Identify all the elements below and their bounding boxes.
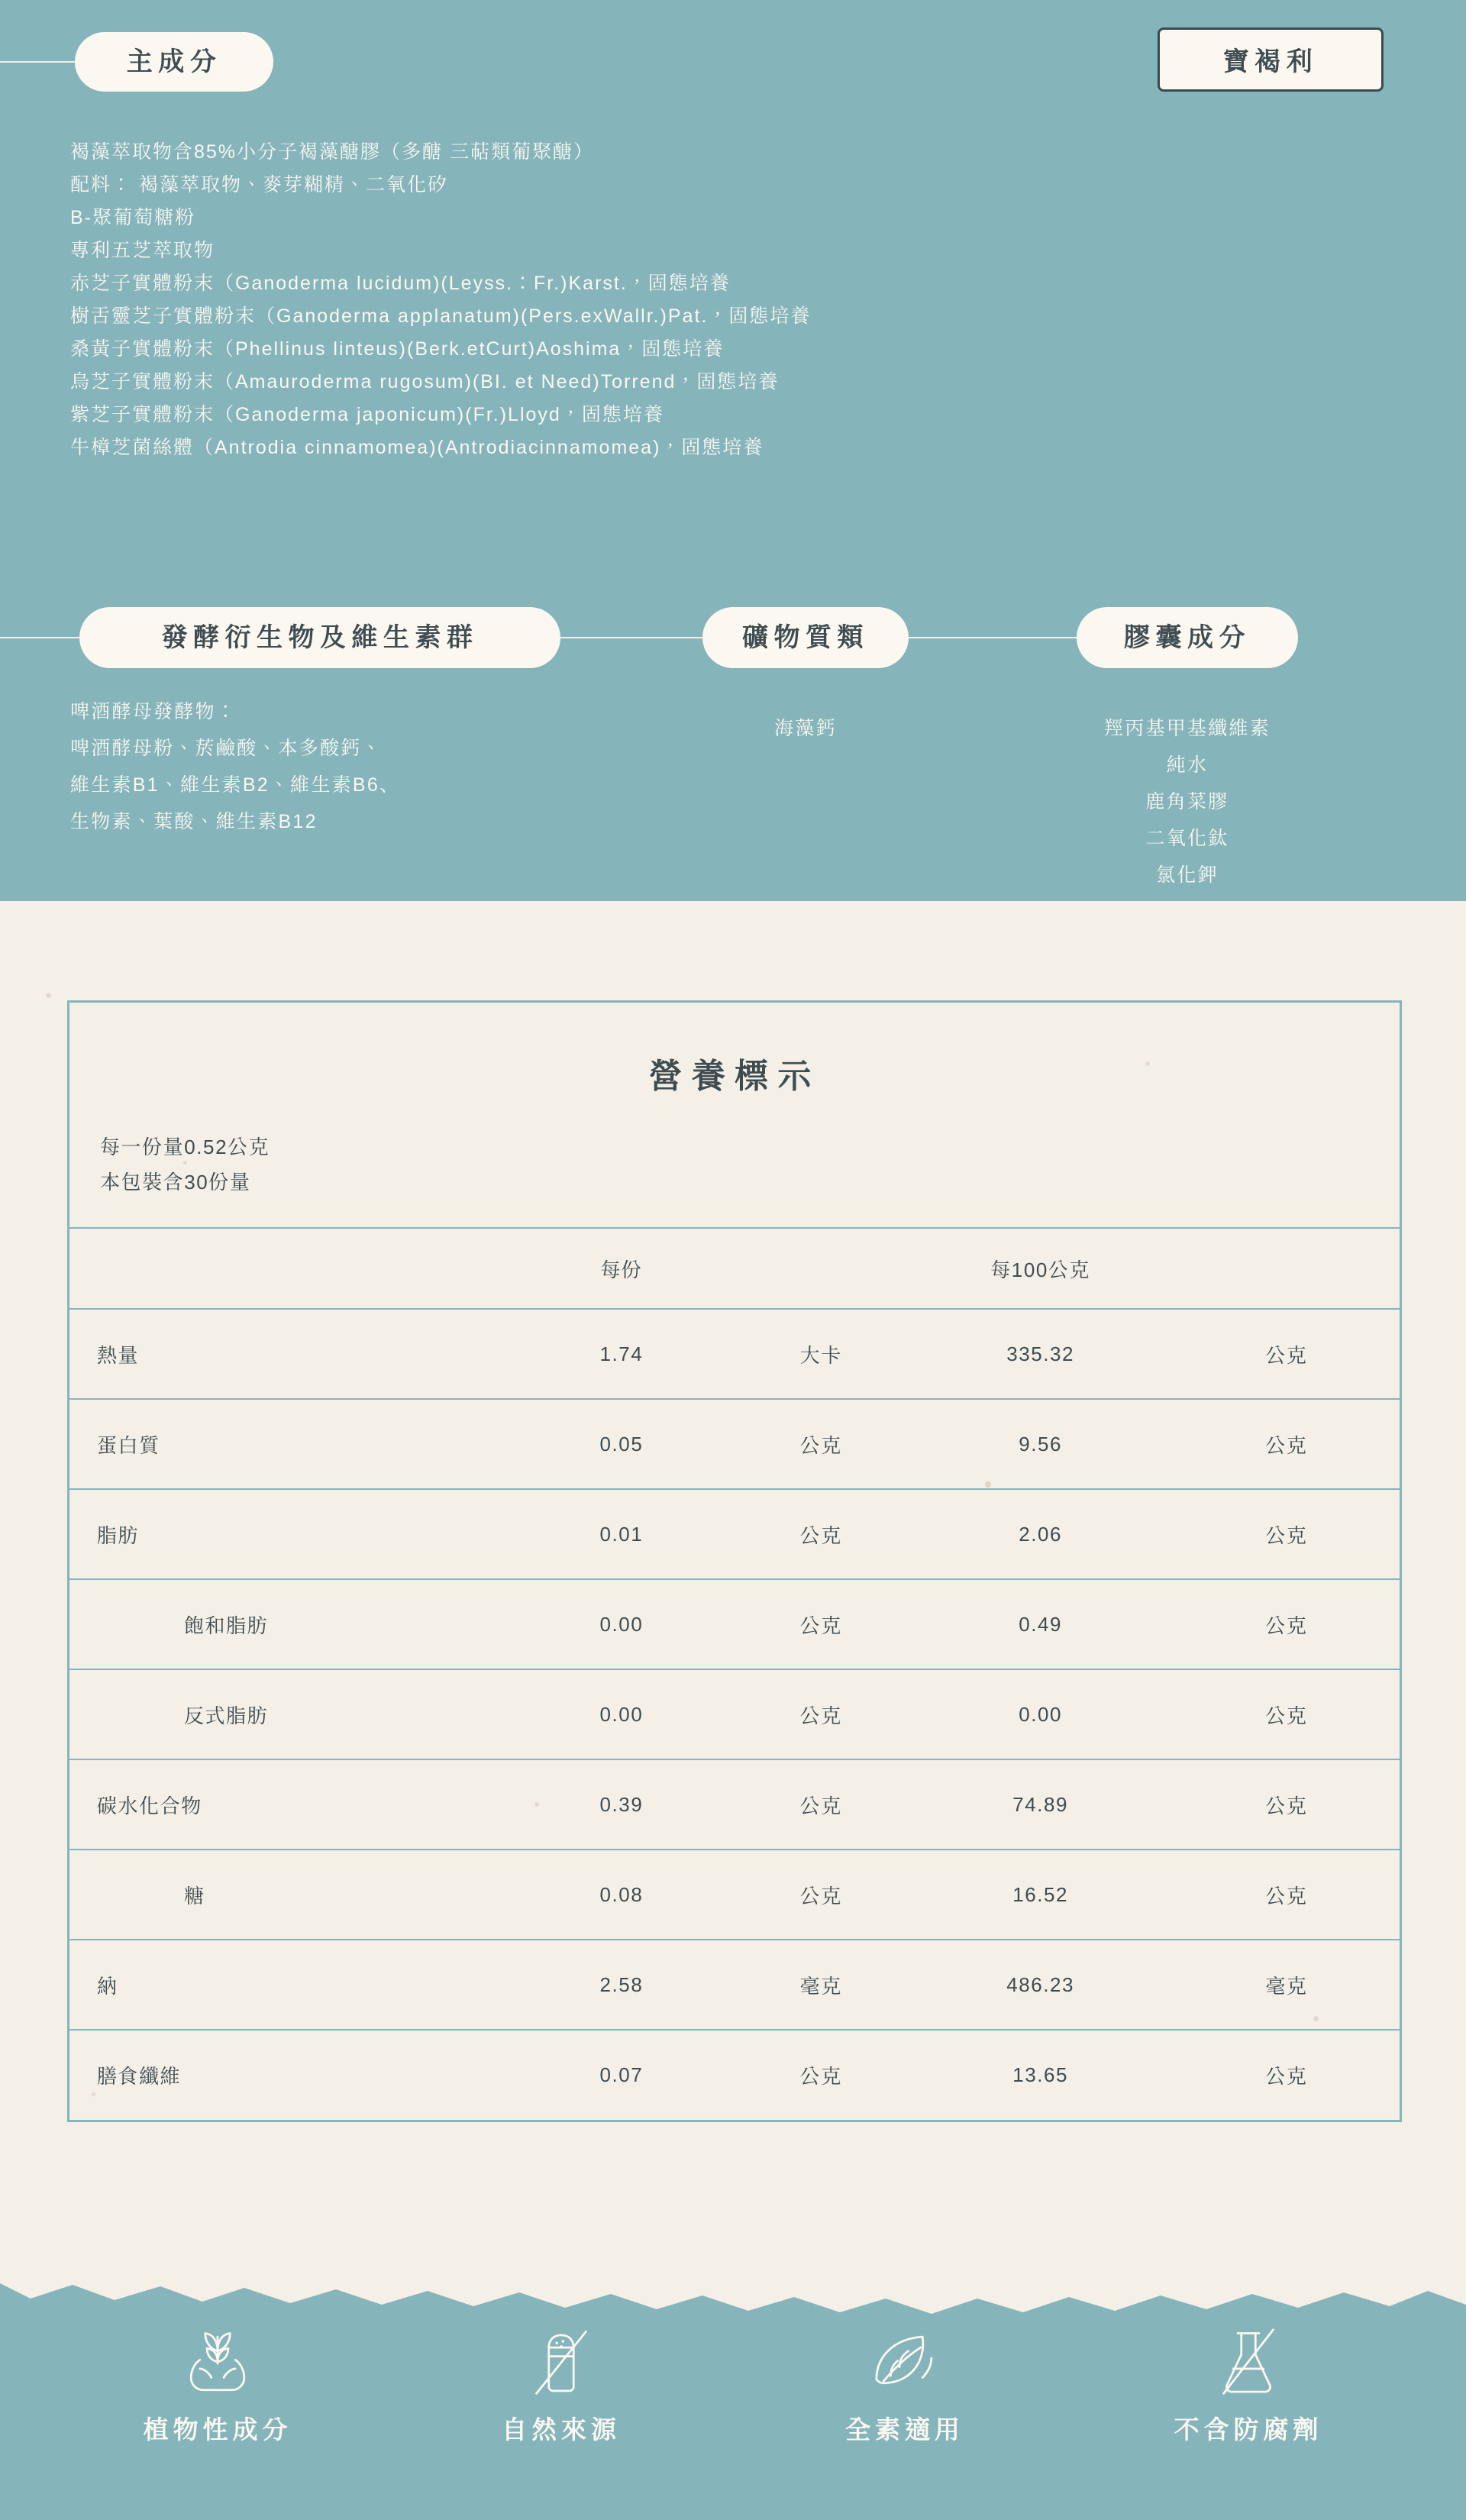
pill-connector-line — [0, 637, 81, 638]
row-unit-serving: 大卡 — [735, 1309, 907, 1399]
row-value-serving: 0.39 — [509, 1759, 735, 1850]
ingredient-list — [70, 136, 1368, 464]
row-value-100g: 486.23 — [907, 1940, 1173, 2030]
row-unit-100g: 公克 — [1174, 1399, 1400, 1489]
header-per-100g: 每100公克 — [907, 1228, 1173, 1309]
capsule-line: 二氧化鈦 — [1145, 828, 1229, 849]
row-value-serving: 2.58 — [509, 1940, 735, 2030]
mineral-line: 海藻鈣 — [774, 718, 837, 739]
ingredient-line: 專利五芝萃取物 — [70, 240, 215, 261]
salt-shaker-no-icon — [424, 2314, 699, 2402]
header-per-100g-unit — [1174, 1228, 1400, 1309]
row-value-100g: 13.65 — [907, 2030, 1173, 2120]
main-ingredient-pill: 主成分 — [75, 32, 273, 92]
capsule-line: 羥丙基甲基纖維素 — [1103, 718, 1271, 739]
row-unit-serving: 公克 — [735, 1759, 907, 1850]
row-value-100g: 335.32 — [907, 1309, 1173, 1399]
feature-label: 不含防腐劑 — [1174, 2415, 1323, 2444]
table-header-row — [69, 1228, 1400, 1309]
row-unit-serving: 公克 — [735, 1399, 907, 1489]
nutrition-facts-card — [67, 1000, 1402, 2122]
row-value-100g: 2.06 — [907, 1489, 1173, 1579]
row-unit-serving: 公克 — [735, 1489, 907, 1579]
row-value-serving: 1.74 — [509, 1309, 735, 1399]
feature-label: 植物性成分 — [143, 2415, 292, 2444]
capsule-pill: 膠囊成分 — [1077, 607, 1298, 668]
table-row — [69, 1579, 1400, 1669]
table-row — [69, 1399, 1400, 1489]
ferment-line: 啤酒酵母粉、菸鹼酸、本多酸鈣、 — [70, 738, 383, 759]
capsule-line: 純水 — [1166, 754, 1209, 776]
row-value-100g: 0.00 — [907, 1669, 1173, 1759]
feature-icons-row — [0, 2314, 1466, 2446]
row-unit-serving: 毫克 — [735, 1940, 907, 2030]
ingredient-line: 褐藻萃取物含85%小分子褐藻醣膠（多醣 三萜類葡聚醣） — [70, 141, 594, 163]
row-value-serving: 0.01 — [509, 1489, 735, 1579]
pill-connector-line — [909, 637, 1078, 638]
plant-in-hands-icon — [80, 2314, 355, 2402]
feature-item — [424, 2314, 699, 2446]
row-value-serving: 0.00 — [509, 1669, 735, 1759]
serving-size: 每一份量0.52公克 — [100, 1136, 270, 1158]
table-row — [69, 1759, 1400, 1850]
row-name: 脂肪 — [69, 1489, 509, 1579]
row-unit-100g: 公克 — [1174, 1309, 1400, 1399]
row-name: 反式脂肪 — [69, 1669, 509, 1759]
flask-no-icon — [1111, 2314, 1386, 2402]
capsule-ingredient-list — [1046, 710, 1329, 893]
row-value-100g: 9.56 — [907, 1399, 1173, 1489]
row-name: 碳水化合物 — [69, 1759, 509, 1850]
row-unit-100g: 公克 — [1174, 1489, 1400, 1579]
capsule-line: 氯化鉀 — [1156, 864, 1219, 886]
nutrition-title: 營養標示 — [648, 1058, 821, 1095]
capsule-line: 鹿角菜膠 — [1145, 791, 1229, 813]
ferment-ingredient-list — [70, 693, 651, 840]
table-row — [69, 1850, 1400, 1940]
nutrition-table — [69, 1227, 1400, 2120]
row-name: 納 — [69, 1940, 509, 2030]
ingredient-line: 樹舌靈芝子實體粉末（Ganoderma applanatum)(Pers.exWallr.)Pat.，固態培養 — [70, 305, 812, 327]
pill-connector-line — [560, 637, 704, 638]
paper-speck — [46, 993, 51, 998]
feature-item — [80, 2314, 355, 2446]
header-per-serving-unit — [735, 1228, 907, 1309]
row-unit-100g: 公克 — [1174, 1669, 1400, 1759]
row-value-100g: 74.89 — [907, 1759, 1173, 1850]
ingredients-section — [0, 0, 1466, 947]
row-value-serving: 0.07 — [509, 2030, 735, 2120]
ingredient-line: 赤芝子實體粉末（Ganoderma lucidum)(Leyss.：Fr.)Karst.，固態培養 — [70, 273, 731, 294]
row-unit-100g: 公克 — [1174, 1579, 1400, 1669]
row-unit-100g: 公克 — [1174, 2030, 1400, 2120]
row-value-100g: 16.52 — [907, 1850, 1173, 1940]
ingredient-line: 紫芝子實體粉末（Ganoderma japonicum)(Fr.)Lloyd，固態培養 — [70, 404, 664, 425]
header-per-serving: 每份 — [509, 1228, 735, 1309]
ingredient-line: B-聚葡萄糖粉 — [70, 207, 196, 228]
mineral-ingredient-list — [702, 710, 909, 747]
ingredient-line: 桑黃子實體粉末（Phellinus linteus)(Berk.etCurt)Aoshima，固態培養 — [70, 338, 725, 360]
mineral-pill: 礦物質類 — [702, 607, 909, 668]
table-row — [69, 1669, 1400, 1759]
ferment-line: 生物素、葉酸、維生素B12 — [70, 811, 318, 832]
row-unit-serving: 公克 — [735, 1669, 907, 1759]
row-value-serving: 0.05 — [509, 1399, 735, 1489]
row-name: 糖 — [69, 1850, 509, 1940]
row-value-serving: 0.08 — [509, 1850, 735, 1940]
row-unit-100g: 公克 — [1174, 1850, 1400, 1940]
row-unit-100g: 公克 — [1174, 1759, 1400, 1850]
ingredient-line: 牛樟芝菌絲體（Antrodia cinnamomea)(Antrodiacinnamomea)，固態培養 — [70, 437, 764, 458]
row-name: 膳食纖維 — [69, 2030, 509, 2120]
table-row — [69, 1940, 1400, 2030]
row-unit-serving: 公克 — [735, 2030, 907, 2120]
table-row — [69, 1309, 1400, 1399]
serving-info — [69, 1129, 1400, 1200]
row-unit-serving: 公克 — [735, 1579, 907, 1669]
table-row — [69, 2030, 1400, 2120]
row-name: 飽和脂肪 — [69, 1579, 509, 1669]
pill-connector-line — [0, 61, 76, 63]
ferment-vitamin-pill: 發酵衍生物及維生素群 — [79, 607, 560, 668]
row-unit-serving: 公克 — [735, 1850, 907, 1940]
table-row — [69, 1489, 1400, 1579]
row-value-serving: 0.00 — [509, 1579, 735, 1669]
header-name — [69, 1228, 509, 1309]
feature-item — [767, 2314, 1042, 2446]
brand-box: 寶褐利 — [1158, 27, 1384, 92]
feature-label: 自然來源 — [502, 2415, 621, 2444]
row-unit-100g: 毫克 — [1174, 1940, 1400, 2030]
row-value-100g: 0.49 — [907, 1579, 1173, 1669]
feature-label: 全素適用 — [845, 2415, 964, 2444]
ingredient-line: 配料： 褐藻萃取物、麥芽糊精、二氧化矽 — [70, 174, 448, 195]
servings-per-pack: 本包裝含30份量 — [100, 1171, 251, 1194]
ingredient-line: 烏芝子實體粉末（Amauroderma rugosum)(BI. et Need)Torrend，固態培養 — [70, 371, 780, 393]
ferment-line: 啤酒酵母發酵物： — [70, 701, 237, 722]
row-name: 熱量 — [69, 1309, 509, 1399]
feature-item — [1111, 2314, 1386, 2446]
ferment-line: 維生素B1、維生素B2、維生素B6、 — [70, 774, 401, 796]
row-name: 蛋白質 — [69, 1399, 509, 1489]
leaf-vegan-icon — [767, 2314, 1042, 2402]
